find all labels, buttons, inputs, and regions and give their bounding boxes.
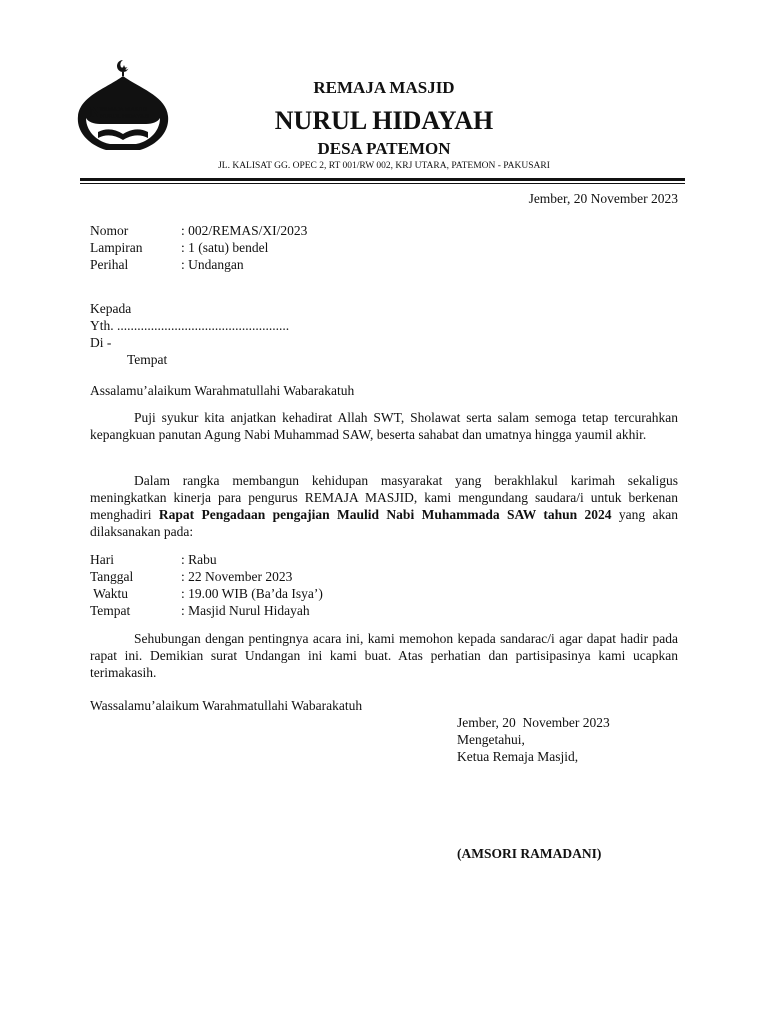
signature-place-date: Jember, 20 November 2023: [457, 715, 610, 730]
paragraph-invitation-tail: yang akan dilaksanakan pada:: [90, 507, 679, 539]
paragraph-invitation-text: Dalam rangka membangun kehidupan masyarakat yang berakhlakul karimah sekaligus meningkatkan kinerja para pengurus REMAJA MASJID, kami mengundang saudara/i untuk berkenan menghadiri: [90, 473, 678, 522]
meta-label-nomor: Nomor: [90, 223, 129, 238]
meta-label-perihal: Perihal: [90, 257, 129, 272]
paragraph-opening: [90, 409, 678, 443]
recipient-yth: Yth. ...................................................: [90, 318, 290, 333]
org-village: DESA PATEMON: [317, 139, 451, 158]
event-label-waktu: Waktu: [90, 586, 129, 601]
header-rule-thick: [80, 178, 685, 181]
event-value-waktu: : 19.00 WIB (Ba’da Isya’): [181, 586, 323, 601]
signature-mengetahui: Mengetahui,: [457, 732, 525, 747]
recipient-di: Di -: [90, 335, 112, 350]
event-label-tempat: Tempat: [90, 603, 131, 618]
header-rule-thin: [80, 183, 685, 184]
closing-greeting: Wassalamu’alaikum Warahmatullahi Wabarakatuh: [90, 698, 363, 713]
meta-label-lampiran: Lampiran: [90, 240, 143, 255]
letter-date: Jember, 20 November 2023: [528, 191, 678, 206]
signature-name: (AMSORI RAMADANI): [457, 846, 602, 861]
logo-text-line1: REMAJA MASJID: [100, 107, 147, 113]
org-address: JL. KALISAT GG. OPEC 2, RT 001/RW 002, KRJ UTARA, PATEMON - PAKUSARI: [218, 161, 550, 171]
recipient-kepada: Kepada: [90, 301, 132, 316]
event-value-tanggal: : 22 November 2023: [181, 569, 293, 584]
org-title: NURUL HIDAYAH: [274, 106, 494, 135]
logo-letter: N: [89, 104, 101, 121]
meta-value-perihal: : Undangan: [181, 257, 244, 272]
paragraph-invitation: [90, 472, 678, 540]
paragraph-closing-text: Sehubungan dengan pentingnya acara ini, kami memohon kepada sandarac/i agar dapat hadir pada rapat ini. Demikian surat Undangan ini kami buat. Atas perhatian dan partisipasinya kami ucapkan terimakasih.: [90, 631, 678, 680]
recipient-tempat: Tempat: [127, 352, 168, 367]
event-value-hari: : Rabu: [181, 552, 217, 567]
meta-value-nomor: : 002/REMAS/XI/2023: [181, 223, 308, 238]
event-label-tanggal: Tanggal: [90, 569, 134, 584]
meta-value-lampiran: : 1 (satu) bendel: [181, 240, 269, 255]
org-subtitle: REMAJA MASJID: [313, 78, 455, 97]
paragraph-closing: [90, 630, 678, 681]
greeting: Assalamu’alaikum Warahmatullahi Wabarakatuh: [90, 383, 355, 398]
event-value-tempat: : Masjid Nurul Hidayah: [181, 603, 310, 618]
signature-role: Ketua Remaja Masjid,: [457, 749, 579, 764]
logo-text-line2: NURUL HIDAYAH: [100, 114, 149, 120]
paragraph-opening-text: Puji syukur kita anjatkan kehadirat Allah SWT, Sholawat serta salam semoga tetap tercurahkan kepangkuan panutan Agung Nabi Muhammad SAW, beserta sahabat dan umatnya hingga yaumil akhir.: [90, 410, 678, 442]
event-title: Rapat Pengadaan pengajian Maulid Nabi Muhammada SAW tahun 2024: [158, 507, 612, 522]
event-label-hari: Hari: [90, 552, 114, 567]
